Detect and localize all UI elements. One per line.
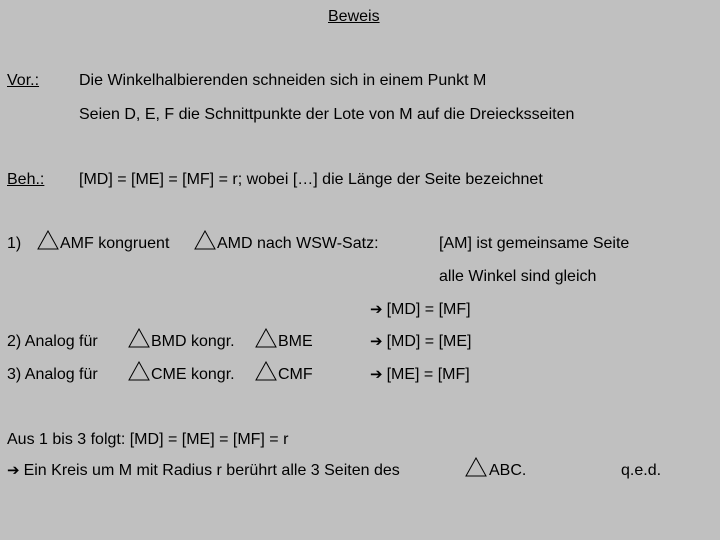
triangle-icon: [194, 230, 216, 250]
step2-triangle-a: BMD kongr.: [151, 333, 235, 350]
right-arrow-icon: ➔: [370, 301, 383, 318]
right-arrow-icon: ➔: [370, 366, 383, 383]
conclusion-line-2-text: Ein Kreis um M mit Radius r berührt alle 3 Seiten des: [23, 462, 400, 479]
step2-triangle-b: BME: [278, 333, 313, 350]
right-arrow-icon: ➔: [7, 462, 20, 479]
triangle-icon: [128, 328, 150, 348]
beh-label: Beh.:: [7, 171, 45, 188]
vor-label: Vor.:: [7, 72, 40, 89]
qed-label: q.e.d.: [621, 462, 662, 479]
step1-result: [370, 300, 471, 320]
step1-reason-2: alle Winkel sind gleich: [439, 268, 597, 285]
conclusion-line-1: Aus 1 bis 3 folgt: [MD] = [ME] = [MF] = r: [7, 431, 289, 448]
triangle-icon: [128, 361, 150, 381]
step2-result-text: [MD] = [ME]: [386, 333, 472, 350]
triangle-icon: [37, 230, 59, 250]
step3-triangle-a: CME kongr.: [151, 366, 235, 383]
step3-prefix: 3) Analog für: [7, 366, 98, 383]
triangle-icon: [255, 328, 277, 348]
vor-line-1: Die Winkelhalbierenden schneiden sich in einem Punkt M: [79, 72, 487, 89]
conclusion-triangle: ABC.: [489, 462, 527, 479]
conclusion-line-2: [7, 461, 400, 481]
step3-triangle-b: CMF: [278, 366, 313, 383]
triangle-icon: [255, 361, 277, 381]
step2-prefix: 2) Analog für: [7, 333, 98, 350]
beh-text: [MD] = [ME] = [MF] = r; wobei […] die Länge der Seite bezeichnet: [79, 171, 543, 188]
triangle-icon: [465, 457, 487, 477]
step1-result-text: [MD] = [MF]: [386, 301, 471, 318]
vor-line-2: Seien D, E, F die Schnittpunkte der Lote von M auf die Dreiecksseiten: [79, 106, 575, 123]
step1-number: 1): [7, 235, 22, 252]
step1-triangle-a: AMF kongruent: [60, 235, 170, 252]
step3-result: [370, 365, 470, 385]
step1-triangle-b: AMD nach WSW-Satz:: [217, 235, 379, 252]
step2-result: [370, 332, 471, 352]
right-arrow-icon: ➔: [370, 333, 383, 350]
step1-reason-1: [AM] ist gemeinsame Seite: [439, 235, 630, 252]
step3-result-text: [ME] = [MF]: [386, 366, 470, 383]
page-title: Beweis: [328, 8, 380, 25]
